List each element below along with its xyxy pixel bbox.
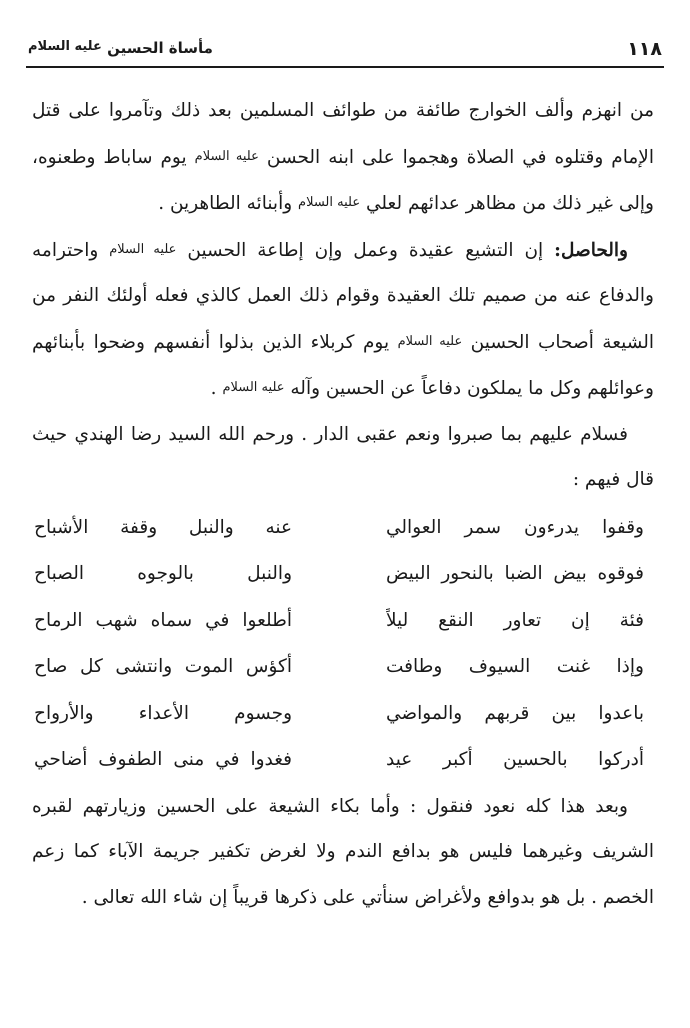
paragraph-2-text: إن التشيع عقيدة وعمل وإن إطاعة الحسين [187,239,544,261]
running-title [28,39,213,57]
poem [32,505,654,784]
page-header [26,34,664,68]
honorific-mark: عليه السلام [397,333,463,349]
verse-first-hemistich: أدركوا بالحسين أكبر عيد [386,749,644,770]
verse-second-hemistich: وجسوم الأعداء والأرواح [34,702,292,724]
paragraph-1 [32,88,654,227]
poem-verse [32,598,654,645]
honorific-mark: عليه السلام [222,380,285,395]
paragraph-3-text: فسلام عليهم بما صبروا ونعم عقبى الدار . ورحم الله السيد رضا الهندي حيث قال فيهم : [32,423,654,490]
honorific-mark: عليه السلام [194,148,259,164]
paragraph-3 [32,412,654,503]
honorific-mark: عليه السلام [298,195,361,210]
verse-first-hemistich: وإذا غنت السيوف وطافت [386,656,644,677]
honorific-mark: عليه السلام [109,241,177,257]
verse-first-hemistich: فئة إن تعاور النقع ليلاً [386,609,644,631]
poem-verse [32,737,654,784]
poem-verse [32,551,654,598]
verse-second-hemistich: والنبل بالوجوه الصباح [34,563,292,584]
verse-second-hemistich: أكؤس الموت وانتشى كل صاح [34,656,292,677]
verse-first-hemistich: باعدوا بين قربهم والمواضي [386,702,644,724]
paragraph-2-text-b: واحترامه والدفاع عنه من صميم تلك العقيدة وقوام ذلك العمل كالذي فعله أولئك النفر من الشيعة أصحاب الحسين [32,239,654,353]
paragraph-2-text-d: . [210,378,217,399]
paragraph-1-text-c: وأبنائه الطاهرين . [158,193,293,214]
paragraph-2-lead: والحاصل: [554,239,628,261]
verse-second-hemistich: أطلعوا في سماه شهب الرماح [34,609,292,631]
poem-verse [32,644,654,691]
poem-verse [32,691,654,738]
verse-first-hemistich: فوقوه بيض الضبا بالنحور البيض [386,563,644,584]
paragraph-1-text-b: يوم ساباط وطعنوه، وإلى غير ذلك من مظاهر عدائهم لعلي [32,146,654,214]
page-number: ١١٨ [627,38,662,60]
verse-second-hemistich: فغدوا في منى الطفوف أضاحي [34,749,292,770]
running-title-text: مأساة الحسين [107,39,213,57]
paragraph-4 [32,784,654,921]
poem-verse [32,505,654,552]
paragraph-2 [32,227,654,412]
honorific-mark: عليه السلام [28,39,102,54]
paragraph-4-text: وبعد هذا كله نعود فنقول : وأما بكاء الشيعة على الحسين وزيارتهم لقبره الشريف وغيرهما فليس هو بدافع الندم ولا لغرض تكفير جريمة الآباء كما زعم الخصم . بل هو بدوافع ولأغراض سنأتي على ذكرها قريباً إن شاء الله تعالى . [32,795,654,908]
verse-first-hemistich: وقفوا يدرءون سمر العوالي [386,516,644,538]
paragraph-2-text-c: يوم كربلاء الذين بذلوا أنفسهم وضحوا بأبنائهم وعوائلهم وكل ما يملكون دفاعاً عن الحسين وآله [32,331,654,399]
verse-second-hemistich: عنه والنبل وقفة الأشباح [34,516,292,538]
page-body [32,88,654,920]
paragraph-1-text: من انهزم وألف الخوارج طائفة من طوائف المسلمين بعد ذلك وتآمروا على قتل الإمام وقتلوه في الصلاة وهجموا على ابنه الحسن [32,100,654,168]
